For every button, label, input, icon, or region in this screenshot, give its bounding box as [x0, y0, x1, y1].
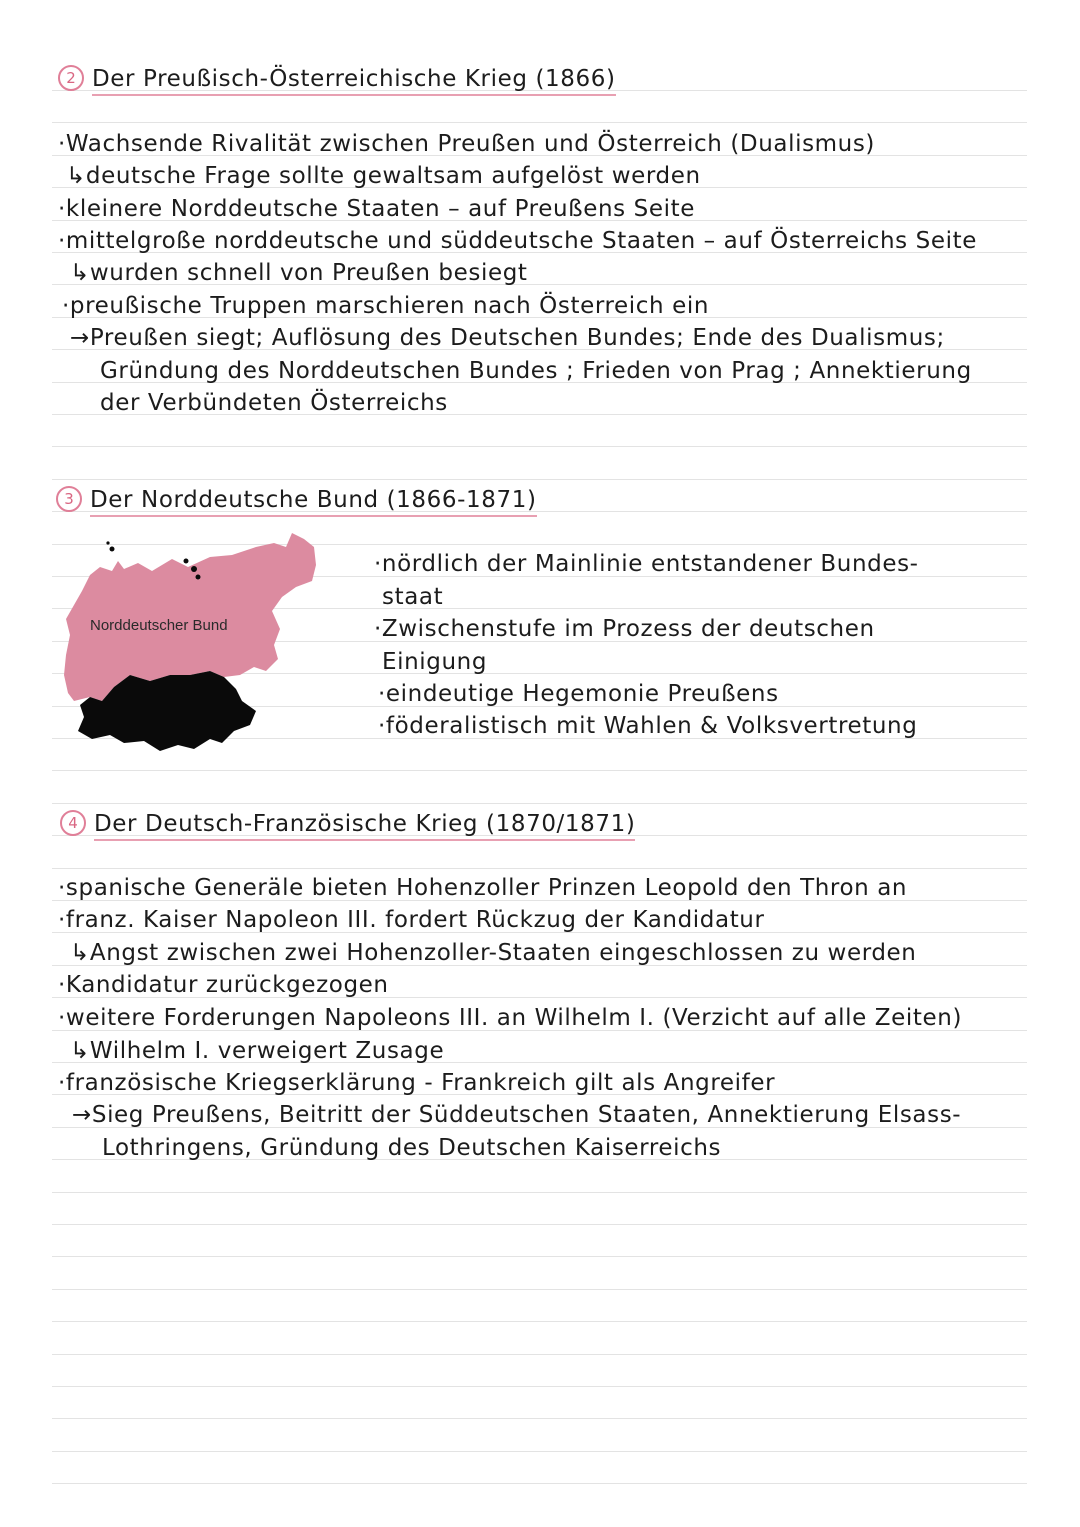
section-4-line: ·weitere Forderungen Napoleons III. an Wilhelm I. (Verzicht auf alle Zeiten) [58, 1005, 963, 1031]
ruled-line [52, 1224, 1027, 1225]
section-4-line: Lothringens, Gründung des Deutschen Kaiserreichs [102, 1135, 722, 1161]
map-island [106, 541, 109, 544]
section-2-line: ·Wachsende Rivalität zwischen Preußen und Österreich (Dualismus) [58, 131, 876, 157]
section-2-number: 2 [58, 65, 84, 91]
map-island [196, 575, 201, 580]
section-3-line: Einigung [382, 649, 488, 675]
section-3-line: ·föderalistisch mit Wahlen & Volksvertretung [378, 713, 918, 739]
map-island [110, 547, 115, 552]
ruled-line [52, 446, 1027, 447]
ruled-line [52, 479, 1027, 480]
map-norddeutscher-bund [60, 525, 325, 760]
map-label: Norddeutscher Bund [90, 617, 228, 634]
ruled-line [52, 1289, 1027, 1290]
section-3-line: ·eindeutige Hegemonie Preußens [378, 681, 779, 707]
section-3-line: staat [382, 584, 444, 610]
section-2-line: →Preußen siegt; Auflösung des Deutschen Bundes; Ende des Dualismus; [70, 325, 945, 351]
ruled-line [52, 1451, 1027, 1452]
ruled-line [52, 1256, 1027, 1257]
section-3-line: ·Zwischenstufe im Prozess der deutschen [374, 616, 875, 642]
section-4-line: ·spanische Generäle bieten Hohenzoller Prinzen Leopold den Thron an [58, 875, 908, 901]
ruled-line [52, 1321, 1027, 1322]
ruled-line [52, 122, 1027, 123]
ruled-line [52, 1418, 1027, 1419]
section-4-line: →Sieg Preußens, Beitritt der Süddeutschen Staaten, Annektierung Elsass- [72, 1102, 962, 1128]
section-2-line: ·kleinere Norddeutsche Staaten – auf Preußens Seite [58, 196, 695, 222]
section-3-heading [56, 485, 537, 515]
section-2-line: ↳wurden schnell von Preußen besiegt [70, 260, 528, 286]
ruled-line [52, 1483, 1027, 1484]
map-island [191, 566, 197, 572]
section-3-line: ·nördlich der Mainlinie entstandener Bundes- [374, 551, 919, 577]
section-3-title: Der Norddeutsche Bund (1866-1871) [90, 487, 537, 517]
section-4-line: ↳Angst zwischen zwei Hohenzoller-Staaten eingeschlossen zu werden [70, 940, 917, 966]
section-4-heading [60, 809, 635, 839]
section-3-number: 3 [56, 486, 82, 512]
ruled-line [52, 1192, 1027, 1193]
ruled-line [52, 770, 1027, 771]
section-2-title: Der Preußisch-Österreichische Krieg (1866) [92, 66, 616, 96]
ruled-line [52, 803, 1027, 804]
ruled-line [52, 868, 1027, 869]
section-4-line: ·Kandidatur zurückgezogen [58, 972, 389, 998]
section-2-line: Gründung des Norddeutschen Bundes ; Frieden von Prag ; Annektierung [100, 358, 972, 384]
ruled-line [52, 1354, 1027, 1355]
section-4-line: ·franz. Kaiser Napoleon III. fordert Rückzug der Kandidatur [58, 907, 765, 933]
section-2-line: der Verbündeten Österreichs [100, 390, 448, 416]
section-4-line: ↳Wilhelm I. verweigert Zusage [70, 1038, 445, 1064]
section-2-line: ·mittelgroße norddeutsche und süddeutsche Staaten – auf Österreichs Seite [58, 228, 977, 254]
section-4-line: ·französische Kriegserklärung - Frankreich gilt als Angreifer [58, 1070, 776, 1096]
section-2-line: ·preußische Truppen marschieren nach Österreich ein [62, 293, 710, 319]
section-4-title: Der Deutsch-Französische Krieg (1870/1871) [94, 811, 635, 841]
section-4-number: 4 [60, 810, 86, 836]
section-2-heading [58, 64, 616, 94]
ruled-line [52, 1386, 1027, 1387]
map-island [184, 559, 189, 564]
section-2-line: ↳deutsche Frage sollte gewaltsam aufgelöst werden [66, 163, 701, 189]
